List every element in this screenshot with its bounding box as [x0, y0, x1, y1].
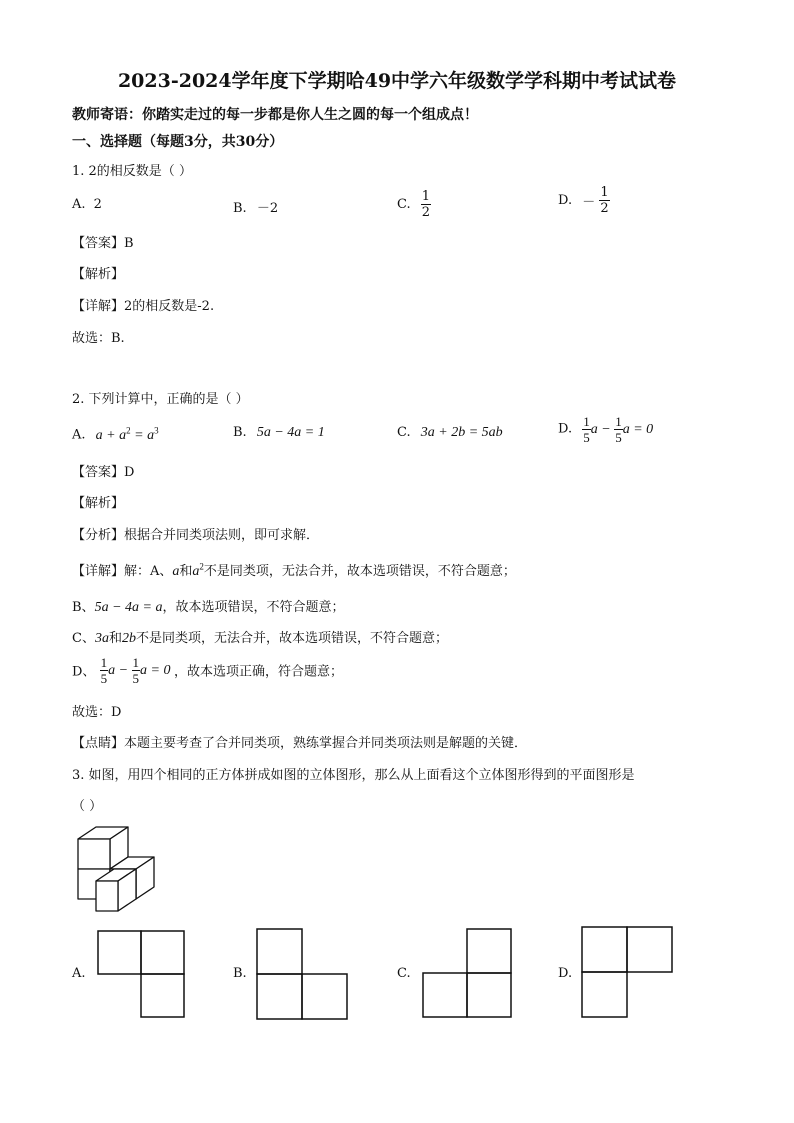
q2-option-a[interactable] [72, 425, 159, 444]
page-title: 2023-2024学年度下学期哈49中学六年级数学学科期中考试试卷 [117, 70, 677, 92]
detail-prefix: 解：A、 [124, 564, 173, 579]
comment-text: 本题主要考查了合并同类项，熟练掌握合并同类项法则是解题的关键． [124, 736, 528, 751]
option-label: C. [397, 425, 411, 440]
answer-value: B [124, 236, 134, 251]
q3-option-c-figure[interactable] [422, 928, 512, 1018]
option-label: A. [72, 197, 86, 212]
q2-detail-a [72, 560, 516, 580]
q3-option-b-label[interactable]: B. [233, 966, 247, 981]
q3-option-d-label[interactable]: D. [558, 966, 573, 981]
q3-stem: 3. 如图，用四个相同的正方体拼成如图的立体图形，那么从上面看这个立体图形得到的平面图形是 [72, 768, 635, 783]
q1-choose: 故选：B. [72, 331, 125, 346]
q2-answer [72, 461, 134, 480]
numerator: 1 [421, 189, 431, 204]
option-expression: $\frac{1}{5}$ a − $\frac{1}{5}$ a = 0 [583, 414, 654, 445]
expr-a-squared: $a^2$ [192, 561, 204, 579]
option-expression: 3a + 2b = 5ab [420, 425, 503, 440]
q3-option-a-figure[interactable] [97, 930, 185, 1018]
q1-detail [72, 295, 214, 314]
option-label: D. [558, 193, 573, 208]
expr-2b: 2b [121, 631, 136, 646]
expr-a: a [172, 564, 180, 579]
q2-option-b[interactable] [233, 425, 325, 441]
q3-option-a-label[interactable]: A. [72, 966, 86, 981]
answer-value: D [124, 465, 135, 480]
option-label: B. [233, 425, 247, 440]
detail-text: 不是同类项，无法合并，故本选项错误，不符合题意； [203, 564, 516, 579]
fenxi-tag: 【分析】 [72, 528, 125, 543]
detail-text: 不是同类项，无法合并，故本选项错误，不符合题意； [135, 631, 448, 646]
detail-text: 2的相反数是-2. [124, 299, 215, 314]
detail-tag: 【详解】 [72, 564, 125, 579]
fraction [421, 189, 431, 220]
q3-option-d-figure[interactable] [581, 926, 673, 1018]
q3-option-c-label[interactable]: C. [397, 966, 411, 981]
q2-analysis-tag: 【解析】 [72, 496, 125, 511]
q2-stem: 2. 下列计算中，正确的是（ ） [72, 392, 249, 407]
q1-analysis-tag: 【解析】 [72, 267, 125, 282]
q2-comment [72, 732, 527, 751]
option-value: 2 [93, 197, 102, 212]
q3-option-b-figure[interactable] [256, 928, 348, 1020]
denominator: 2 [421, 205, 431, 220]
option-value: －2 [256, 201, 279, 216]
q2-detail-d [72, 655, 343, 686]
q1-option-a[interactable] [72, 197, 102, 212]
detail-prefix: C、 [72, 631, 95, 646]
fenxi-text: 根据合并同类项法则，即可求解． [124, 528, 320, 543]
expr-3a: 3a [94, 631, 109, 646]
detail-text: ，故本选项正确，符合题意； [173, 664, 343, 680]
q2-detail-b [72, 596, 344, 616]
option-label: B. [233, 201, 247, 216]
teacher-motto: 教师寄语：你踏实走过的每一步都是你人生之圆的每一个组成点！ [72, 107, 478, 123]
answer-tag: 【答案】 [72, 236, 125, 251]
comment-tag: 【点睛】 [72, 736, 125, 751]
detail-expression: $\frac{1}{5}$ a − $\frac{1}{5}$ a = 0 [100, 655, 171, 686]
q2-choose: 故选：D [72, 705, 122, 720]
section-heading: 一、选择题（每题3分，共30分） [72, 134, 284, 150]
q1-option-b[interactable] [233, 197, 278, 216]
q1-answer [72, 232, 134, 251]
q2-detail-c [72, 627, 448, 647]
option-label: D. [558, 421, 573, 437]
cube-figure [74, 825, 164, 917]
numerator: 1 [600, 185, 609, 200]
option-expression: 5a − 4a = 1 [256, 425, 325, 440]
minus-sign: － [582, 195, 596, 210]
fraction [599, 185, 609, 216]
connector: 和 [108, 631, 122, 646]
detail-tag: 【详解】 [72, 299, 125, 314]
q1-stem: 1. 2的相反数是（ ） [72, 164, 192, 179]
q1-option-c[interactable] [397, 189, 431, 220]
q2-option-d[interactable] [558, 414, 653, 445]
q2-option-c[interactable] [397, 425, 503, 441]
q1-option-d[interactable] [558, 185, 610, 216]
answer-tag: 【答案】 [72, 465, 125, 480]
detail-expression: 5a − 4a = a [94, 600, 163, 615]
detail-prefix: B、 [72, 600, 95, 615]
denominator: 2 [600, 201, 609, 216]
option-label: A. [72, 427, 86, 443]
option-expression: $a + a^2 = a^3$ [95, 425, 159, 443]
connector: 和 [179, 564, 193, 579]
option-label: C. [397, 197, 411, 212]
q2-fenxi [72, 524, 319, 543]
detail-prefix: D、 [72, 664, 96, 680]
detail-text: ，故本选项错误，不符合题意； [162, 600, 345, 615]
q3-stem-bracket: （ ） [72, 799, 103, 814]
